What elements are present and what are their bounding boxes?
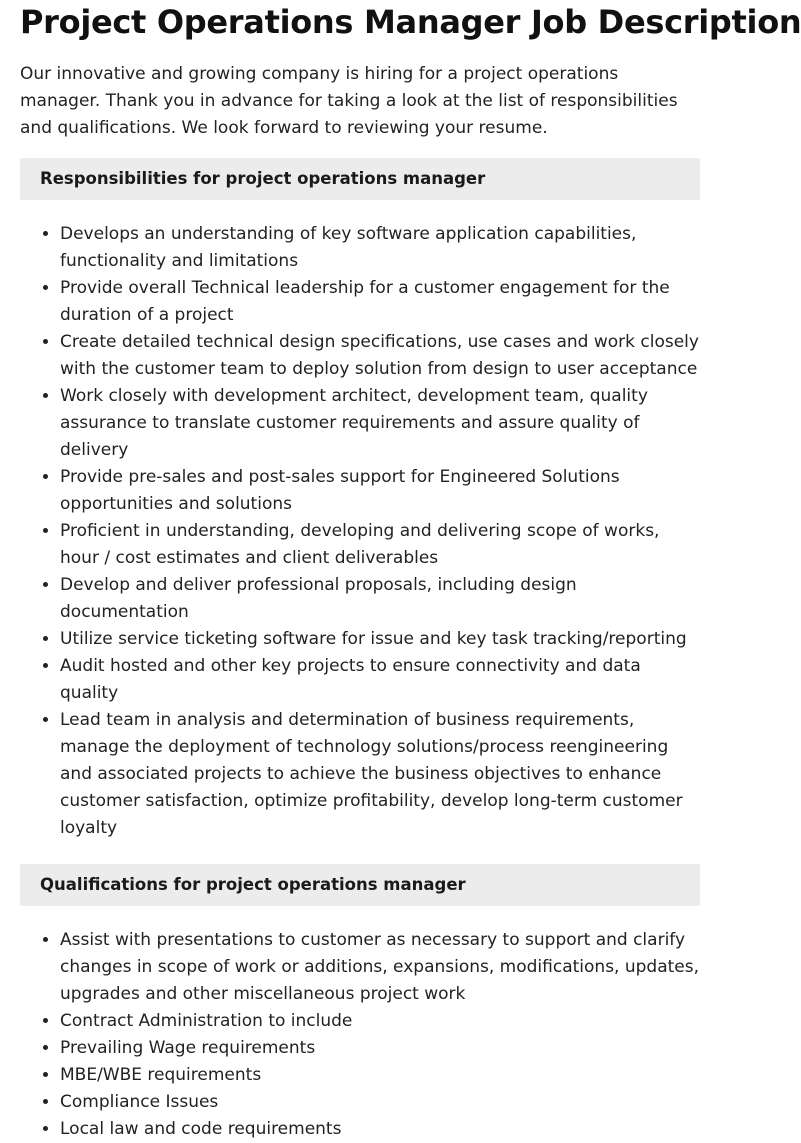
list-item: • Compliance Issues xyxy=(60,1089,700,1116)
list-item: • Contract Administration to include xyxy=(60,1008,700,1035)
list-item: • Prevailing Wage requirements xyxy=(60,1035,700,1062)
list-item: • Local law and code requirements xyxy=(60,1116,700,1143)
responsibilities-heading: Responsibilities for project operations manager xyxy=(20,158,700,200)
list-item: • MBE/WBE requirements xyxy=(60,1062,700,1089)
list-item: • Work closely with development architect, development team, quality assurance to translate customer requirements and assure quality of delivery xyxy=(60,383,700,464)
responsibilities-list xyxy=(20,221,700,842)
qualifications-heading: Qualifications for project operations manager xyxy=(20,864,700,906)
intro-paragraph: Our innovative and growing company is hiring for a project operations manager. Thank you in advance for taking a look at the list of responsibilities and qualifications. We look forward to reviewing your resume. xyxy=(20,64,678,138)
list-item: • Provide overall Technical leadership for a customer engagement for the duration of a project xyxy=(60,275,700,329)
list-item: • Develop and deliver professional proposals, including design documentation xyxy=(60,572,700,626)
page-title: Project Operations Manager Job Description xyxy=(20,3,801,41)
list-item: • Proficient in understanding, developing and delivering scope of works, hour / cost estimates and client deliverables xyxy=(60,518,700,572)
list-item: • Utilize service ticketing software for issue and key task tracking/reporting xyxy=(60,626,700,653)
list-item: • Provide pre-sales and post-sales support for Engineered Solutions opportunities and solutions xyxy=(60,464,700,518)
qualifications-list xyxy=(20,927,700,1143)
list-item: • Develops an understanding of key software application capabilities, functionality and limitations xyxy=(60,221,700,275)
list-item: • Create detailed technical design specifications, use cases and work closely with the customer team to deploy solution from design to user acceptance xyxy=(60,329,700,383)
list-item: • Lead team in analysis and determination of business requirements, manage the deployment of technology solutions/process reengineering and associated projects to achieve the business objectives to enhance customer satisfaction, optimize profitability, develop long-term customer loyalty xyxy=(60,707,700,842)
list-item: • Audit hosted and other key projects to ensure connectivity and data quality xyxy=(60,653,700,707)
list-item: • Assist with presentations to customer as necessary to support and clarify changes in scope of work or additions, expansions, modifications, updates, upgrades and other miscellaneous project work xyxy=(60,927,700,1008)
